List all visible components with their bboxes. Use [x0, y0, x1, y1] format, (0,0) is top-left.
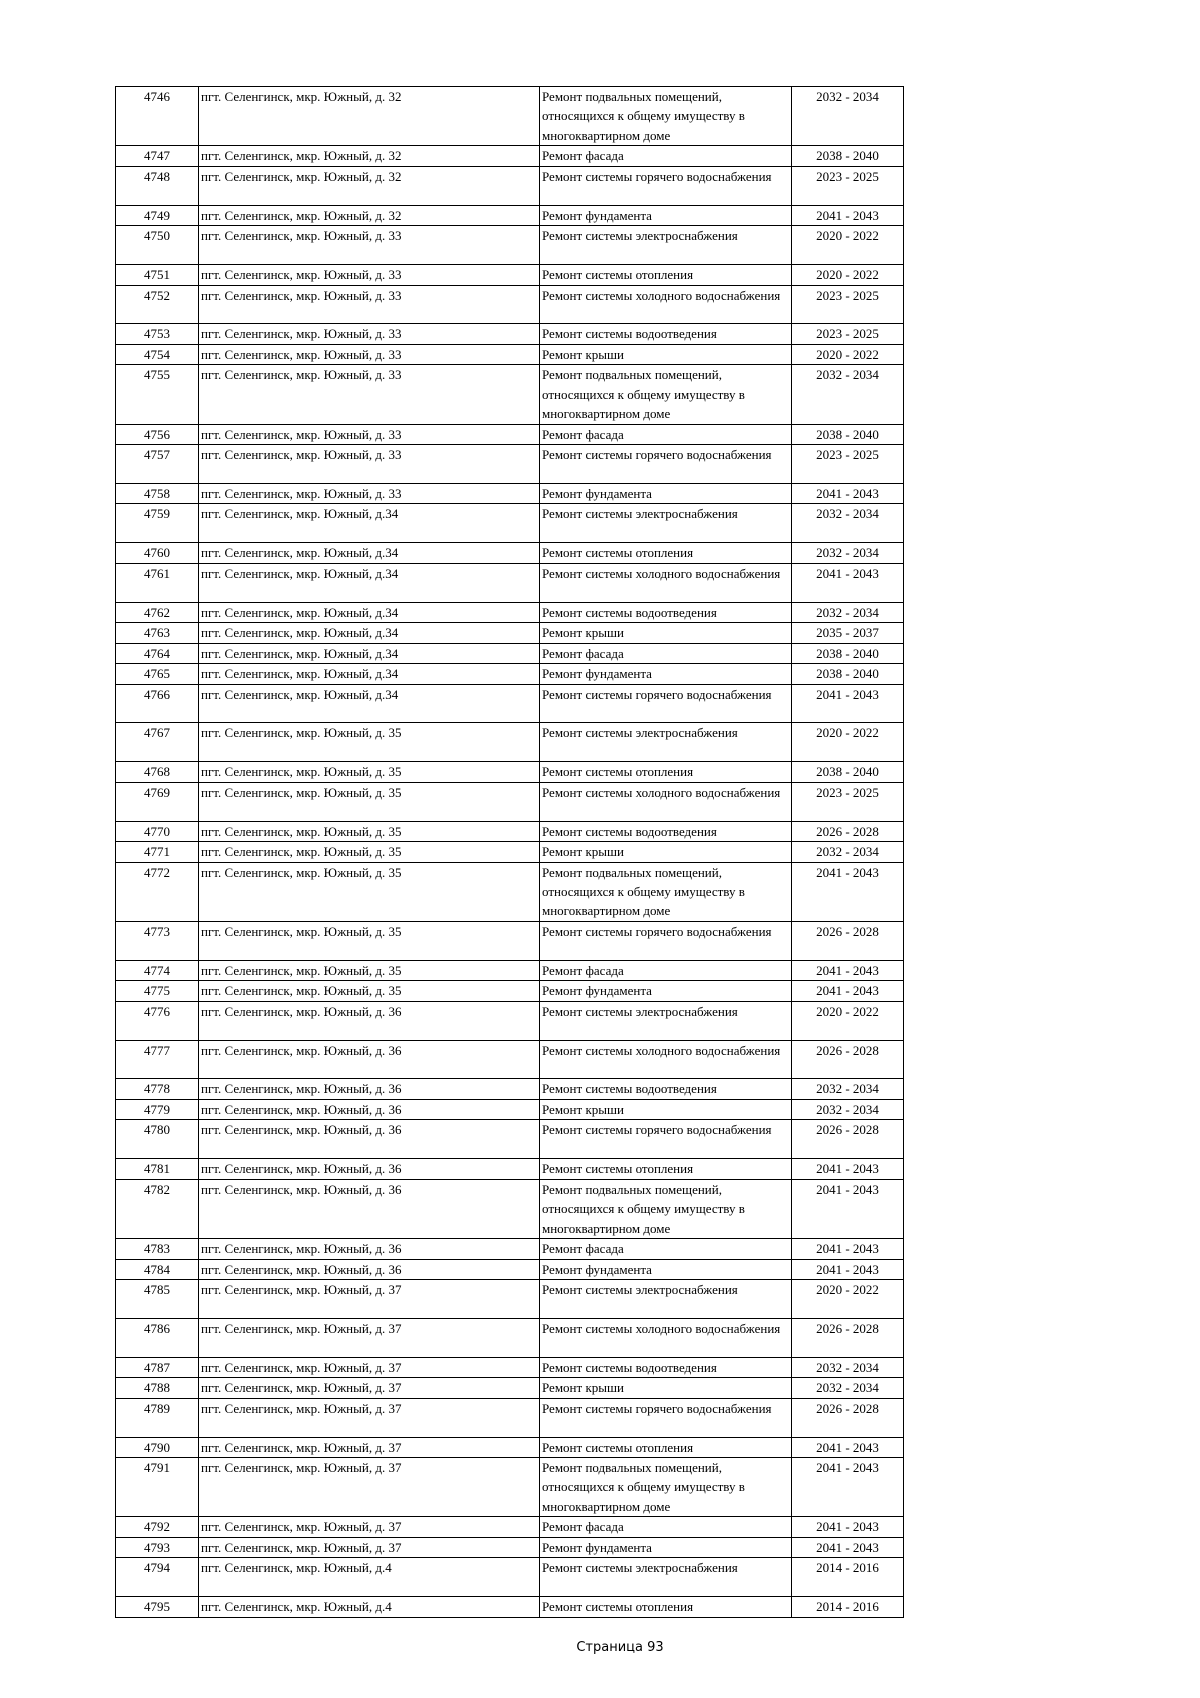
- period-cell: 2041 - 2043: [792, 563, 904, 602]
- address-cell: пгт. Селенгинск, мкр. Южный, д. 36: [199, 1179, 540, 1238]
- period-cell: 2014 - 2016: [792, 1558, 904, 1597]
- table-row: [116, 643, 904, 663]
- work-type-cell: Ремонт фундамента: [540, 1537, 792, 1557]
- period-cell: 2026 - 2028: [792, 1120, 904, 1159]
- address-cell: пгт. Селенгинск, мкр. Южный, д. 35: [199, 960, 540, 980]
- address-cell: пгт. Селенгинск, мкр. Южный, д. 35: [199, 762, 540, 782]
- table-row: [116, 1259, 904, 1279]
- table-row: [116, 1120, 904, 1159]
- work-type-cell: Ремонт подвальных помещений, относящихся к общему имуществу в многоквартирном доме: [540, 1179, 792, 1238]
- period-cell: 2023 - 2025: [792, 445, 904, 484]
- address-cell: пгт. Селенгинск, мкр. Южный, д. 35: [199, 723, 540, 762]
- row-number-cell: 4779: [116, 1099, 199, 1119]
- row-number-cell: 4750: [116, 226, 199, 265]
- address-cell: пгт. Селенгинск, мкр. Южный, д. 32: [199, 87, 540, 146]
- table-row: [116, 1239, 904, 1259]
- work-type-cell: Ремонт фасада: [540, 146, 792, 166]
- period-cell: 2032 - 2034: [792, 1079, 904, 1099]
- row-number-cell: 4772: [116, 862, 199, 921]
- table-row: [116, 285, 904, 324]
- row-number-cell: 4762: [116, 602, 199, 622]
- address-cell: пгт. Селенгинск, мкр. Южный, д. 35: [199, 842, 540, 862]
- row-number-cell: 4786: [116, 1318, 199, 1357]
- address-cell: пгт. Селенгинск, мкр. Южный, д. 32: [199, 146, 540, 166]
- address-cell: пгт. Селенгинск, мкр. Южный, д.34: [199, 643, 540, 663]
- table-row: [116, 842, 904, 862]
- table-row: [116, 623, 904, 643]
- table-row: [116, 1099, 904, 1119]
- table-row: [116, 265, 904, 285]
- address-cell: пгт. Селенгинск, мкр. Южный, д. 33: [199, 265, 540, 285]
- work-type-cell: Ремонт фундамента: [540, 205, 792, 225]
- row-number-cell: 4766: [116, 684, 199, 723]
- table-row: [116, 723, 904, 762]
- work-type-cell: Ремонт фундамента: [540, 981, 792, 1001]
- period-cell: 2041 - 2043: [792, 960, 904, 980]
- work-type-cell: Ремонт системы холодного водоснабжения: [540, 1318, 792, 1357]
- row-number-cell: 4764: [116, 643, 199, 663]
- work-type-cell: Ремонт системы отопления: [540, 1159, 792, 1179]
- row-number-cell: 4760: [116, 543, 199, 563]
- address-cell: пгт. Селенгинск, мкр. Южный, д. 32: [199, 166, 540, 205]
- row-number-cell: 4787: [116, 1357, 199, 1377]
- table-row: [116, 684, 904, 723]
- work-type-cell: Ремонт крыши: [540, 1099, 792, 1119]
- table-row: [116, 1517, 904, 1537]
- table-row: [116, 1437, 904, 1457]
- address-cell: пгт. Селенгинск, мкр. Южный, д. 33: [199, 226, 540, 265]
- work-type-cell: Ремонт фасада: [540, 424, 792, 444]
- row-number-cell: 4758: [116, 484, 199, 504]
- table-row: [116, 960, 904, 980]
- work-type-cell: Ремонт системы отопления: [540, 762, 792, 782]
- period-cell: 2041 - 2043: [792, 1259, 904, 1279]
- work-type-cell: Ремонт системы электроснабжения: [540, 1279, 792, 1318]
- period-cell: 2023 - 2025: [792, 324, 904, 344]
- table-row: [116, 1458, 904, 1517]
- page-number: Страница 93: [576, 1640, 664, 1655]
- table-row: [116, 1558, 904, 1597]
- work-type-cell: Ремонт крыши: [540, 842, 792, 862]
- period-cell: 2020 - 2022: [792, 723, 904, 762]
- row-number-cell: 4773: [116, 921, 199, 960]
- address-cell: пгт. Селенгинск, мкр. Южный, д. 36: [199, 1040, 540, 1079]
- period-cell: 2032 - 2034: [792, 1378, 904, 1398]
- address-cell: пгт. Селенгинск, мкр. Южный, д. 37: [199, 1437, 540, 1457]
- period-cell: 2026 - 2028: [792, 1318, 904, 1357]
- table-row: [116, 1398, 904, 1437]
- table-row: [116, 1159, 904, 1179]
- work-type-cell: Ремонт системы электроснабжения: [540, 504, 792, 543]
- period-cell: 2035 - 2037: [792, 623, 904, 643]
- work-type-cell: Ремонт системы электроснабжения: [540, 1001, 792, 1040]
- work-type-cell: Ремонт системы водоотведения: [540, 602, 792, 622]
- period-cell: 2041 - 2043: [792, 684, 904, 723]
- table-row: [116, 921, 904, 960]
- address-cell: пгт. Селенгинск, мкр. Южный, д.34: [199, 664, 540, 684]
- table-row: [116, 146, 904, 166]
- address-cell: пгт. Селенгинск, мкр. Южный, д. 36: [199, 1259, 540, 1279]
- table-row: [116, 1079, 904, 1099]
- row-number-cell: 4784: [116, 1259, 199, 1279]
- row-number-cell: 4788: [116, 1378, 199, 1398]
- row-number-cell: 4761: [116, 563, 199, 602]
- table-row: [116, 1357, 904, 1377]
- row-number-cell: 4785: [116, 1279, 199, 1318]
- row-number-cell: 4794: [116, 1558, 199, 1597]
- work-type-cell: Ремонт системы электроснабжения: [540, 1558, 792, 1597]
- table-row: [116, 484, 904, 504]
- period-cell: 2026 - 2028: [792, 1398, 904, 1437]
- address-cell: пгт. Селенгинск, мкр. Южный, д. 36: [199, 1001, 540, 1040]
- table-row: [116, 782, 904, 821]
- row-number-cell: 4771: [116, 842, 199, 862]
- row-number-cell: 4767: [116, 723, 199, 762]
- row-number-cell: 4756: [116, 424, 199, 444]
- work-type-cell: Ремонт фасада: [540, 1517, 792, 1537]
- table-row: [116, 344, 904, 364]
- period-cell: 2041 - 2043: [792, 1437, 904, 1457]
- address-cell: пгт. Селенгинск, мкр. Южный, д. 37: [199, 1279, 540, 1318]
- address-cell: пгт. Селенгинск, мкр. Южный, д.34: [199, 543, 540, 563]
- work-type-cell: Ремонт крыши: [540, 623, 792, 643]
- row-number-cell: 4757: [116, 445, 199, 484]
- address-cell: пгт. Селенгинск, мкр. Южный, д. 33: [199, 484, 540, 504]
- work-type-cell: Ремонт подвальных помещений, относящихся к общему имуществу в многоквартирном доме: [540, 1458, 792, 1517]
- row-number-cell: 4780: [116, 1120, 199, 1159]
- period-cell: 2020 - 2022: [792, 265, 904, 285]
- work-type-cell: Ремонт подвальных помещений, относящихся к общему имуществу в многоквартирном доме: [540, 87, 792, 146]
- address-cell: пгт. Селенгинск, мкр. Южный, д. 37: [199, 1378, 540, 1398]
- table-body: [116, 87, 904, 1618]
- row-number-cell: 4748: [116, 166, 199, 205]
- table-row: [116, 762, 904, 782]
- period-cell: 2026 - 2028: [792, 1040, 904, 1079]
- address-cell: пгт. Селенгинск, мкр. Южный, д. 37: [199, 1517, 540, 1537]
- address-cell: пгт. Селенгинск, мкр. Южный, д. 36: [199, 1159, 540, 1179]
- row-number-cell: 4793: [116, 1537, 199, 1557]
- row-number-cell: 4789: [116, 1398, 199, 1437]
- period-cell: 2014 - 2016: [792, 1597, 904, 1617]
- period-cell: 2041 - 2043: [792, 1537, 904, 1557]
- table-row: [116, 862, 904, 921]
- work-type-cell: Ремонт системы холодного водоснабжения: [540, 563, 792, 602]
- period-cell: 2032 - 2034: [792, 1099, 904, 1119]
- work-type-cell: Ремонт фасада: [540, 643, 792, 663]
- period-cell: 2032 - 2034: [792, 87, 904, 146]
- row-number-cell: 4790: [116, 1437, 199, 1457]
- period-cell: 2020 - 2022: [792, 1001, 904, 1040]
- row-number-cell: 4751: [116, 265, 199, 285]
- work-type-cell: Ремонт системы отопления: [540, 265, 792, 285]
- period-cell: 2038 - 2040: [792, 762, 904, 782]
- address-cell: пгт. Селенгинск, мкр. Южный, д. 37: [199, 1357, 540, 1377]
- period-cell: 2032 - 2034: [792, 842, 904, 862]
- address-cell: пгт. Селенгинск, мкр. Южный, д. 35: [199, 981, 540, 1001]
- address-cell: пгт. Селенгинск, мкр. Южный, д. 35: [199, 821, 540, 841]
- period-cell: 2041 - 2043: [792, 484, 904, 504]
- row-number-cell: 4782: [116, 1179, 199, 1238]
- period-cell: 2038 - 2040: [792, 146, 904, 166]
- period-cell: 2041 - 2043: [792, 981, 904, 1001]
- work-type-cell: Ремонт фундамента: [540, 664, 792, 684]
- address-cell: пгт. Селенгинск, мкр. Южный, д. 33: [199, 424, 540, 444]
- row-number-cell: 4746: [116, 87, 199, 146]
- period-cell: 2041 - 2043: [792, 1179, 904, 1238]
- period-cell: 2032 - 2034: [792, 1357, 904, 1377]
- table-row: [116, 1040, 904, 1079]
- period-cell: 2023 - 2025: [792, 166, 904, 205]
- row-number-cell: 4795: [116, 1597, 199, 1617]
- address-cell: пгт. Селенгинск, мкр. Южный, д. 35: [199, 921, 540, 960]
- table-row: [116, 1318, 904, 1357]
- address-cell: пгт. Селенгинск, мкр. Южный, д. 33: [199, 445, 540, 484]
- repair-schedule-table: [115, 86, 904, 1618]
- row-number-cell: 4749: [116, 205, 199, 225]
- address-cell: пгт. Селенгинск, мкр. Южный, д. 36: [199, 1239, 540, 1259]
- work-type-cell: Ремонт системы горячего водоснабжения: [540, 684, 792, 723]
- row-number-cell: 4776: [116, 1001, 199, 1040]
- row-number-cell: 4747: [116, 146, 199, 166]
- address-cell: пгт. Селенгинск, мкр. Южный, д.34: [199, 602, 540, 622]
- work-type-cell: Ремонт системы отопления: [540, 543, 792, 563]
- address-cell: пгт. Селенгинск, мкр. Южный, д. 37: [199, 1318, 540, 1357]
- table-row: [116, 1597, 904, 1617]
- work-type-cell: Ремонт системы горячего водоснабжения: [540, 166, 792, 205]
- address-cell: пгт. Селенгинск, мкр. Южный, д.4: [199, 1597, 540, 1617]
- period-cell: 2038 - 2040: [792, 424, 904, 444]
- address-cell: пгт. Селенгинск, мкр. Южный, д. 37: [199, 1458, 540, 1517]
- work-type-cell: Ремонт системы горячего водоснабжения: [540, 921, 792, 960]
- table-row: [116, 205, 904, 225]
- work-type-cell: Ремонт системы горячего водоснабжения: [540, 1120, 792, 1159]
- period-cell: 2032 - 2034: [792, 504, 904, 543]
- row-number-cell: 4768: [116, 762, 199, 782]
- work-type-cell: Ремонт системы холодного водоснабжения: [540, 1040, 792, 1079]
- table-row: [116, 1179, 904, 1238]
- work-type-cell: Ремонт системы электроснабжения: [540, 723, 792, 762]
- work-type-cell: Ремонт крыши: [540, 344, 792, 364]
- work-type-cell: Ремонт системы холодного водоснабжения: [540, 285, 792, 324]
- table-row: [116, 543, 904, 563]
- address-cell: пгт. Селенгинск, мкр. Южный, д. 33: [199, 324, 540, 344]
- work-type-cell: Ремонт фундамента: [540, 484, 792, 504]
- row-number-cell: 4774: [116, 960, 199, 980]
- row-number-cell: 4777: [116, 1040, 199, 1079]
- address-cell: пгт. Селенгинск, мкр. Южный, д. 36: [199, 1079, 540, 1099]
- row-number-cell: 4792: [116, 1517, 199, 1537]
- period-cell: 2038 - 2040: [792, 643, 904, 663]
- address-cell: пгт. Селенгинск, мкр. Южный, д. 33: [199, 344, 540, 364]
- period-cell: 2032 - 2034: [792, 543, 904, 563]
- address-cell: пгт. Селенгинск, мкр. Южный, д.34: [199, 504, 540, 543]
- row-number-cell: 4752: [116, 285, 199, 324]
- table-row: [116, 664, 904, 684]
- table-row: [116, 324, 904, 344]
- work-type-cell: Ремонт системы горячего водоснабжения: [540, 1398, 792, 1437]
- address-cell: пгт. Селенгинск, мкр. Южный, д. 33: [199, 285, 540, 324]
- address-cell: пгт. Селенгинск, мкр. Южный, д.34: [199, 684, 540, 723]
- period-cell: 2023 - 2025: [792, 285, 904, 324]
- work-type-cell: Ремонт крыши: [540, 1378, 792, 1398]
- table-row: [116, 424, 904, 444]
- table-row: [116, 1001, 904, 1040]
- work-type-cell: Ремонт подвальных помещений, относящихся к общему имуществу в многоквартирном доме: [540, 365, 792, 424]
- work-type-cell: Ремонт подвальных помещений, относящихся к общему имуществу в многоквартирном доме: [540, 862, 792, 921]
- table-row: [116, 226, 904, 265]
- table-row: [116, 1279, 904, 1318]
- period-cell: 2026 - 2028: [792, 921, 904, 960]
- work-type-cell: Ремонт фасада: [540, 960, 792, 980]
- period-cell: 2041 - 2043: [792, 1159, 904, 1179]
- row-number-cell: 4763: [116, 623, 199, 643]
- table-row: [116, 445, 904, 484]
- row-number-cell: 4765: [116, 664, 199, 684]
- table-row: [116, 166, 904, 205]
- row-number-cell: 4783: [116, 1239, 199, 1259]
- period-cell: 2026 - 2028: [792, 821, 904, 841]
- period-cell: 2032 - 2034: [792, 602, 904, 622]
- row-number-cell: 4770: [116, 821, 199, 841]
- table-row: [116, 365, 904, 424]
- period-cell: 2023 - 2025: [792, 782, 904, 821]
- address-cell: пгт. Селенгинск, мкр. Южный, д. 32: [199, 205, 540, 225]
- row-number-cell: 4769: [116, 782, 199, 821]
- row-number-cell: 4759: [116, 504, 199, 543]
- period-cell: 2020 - 2022: [792, 226, 904, 265]
- row-number-cell: 4753: [116, 324, 199, 344]
- row-number-cell: 4778: [116, 1079, 199, 1099]
- period-cell: 2041 - 2043: [792, 205, 904, 225]
- period-cell: 2020 - 2022: [792, 344, 904, 364]
- work-type-cell: Ремонт системы горячего водоснабжения: [540, 445, 792, 484]
- period-cell: 2041 - 2043: [792, 1458, 904, 1517]
- address-cell: пгт. Селенгинск, мкр. Южный, д.4: [199, 1558, 540, 1597]
- address-cell: пгт. Селенгинск, мкр. Южный, д. 36: [199, 1120, 540, 1159]
- address-cell: пгт. Селенгинск, мкр. Южный, д. 35: [199, 862, 540, 921]
- work-type-cell: Ремонт системы холодного водоснабжения: [540, 782, 792, 821]
- work-type-cell: Ремонт системы водоотведения: [540, 324, 792, 344]
- address-cell: пгт. Селенгинск, мкр. Южный, д.34: [199, 563, 540, 602]
- table-row: [116, 504, 904, 543]
- table-row: [116, 821, 904, 841]
- work-type-cell: Ремонт системы водоотведения: [540, 1357, 792, 1377]
- work-type-cell: Ремонт системы водоотведения: [540, 821, 792, 841]
- period-cell: 2041 - 2043: [792, 862, 904, 921]
- period-cell: 2032 - 2034: [792, 365, 904, 424]
- table-row: [116, 1537, 904, 1557]
- row-number-cell: 4775: [116, 981, 199, 1001]
- row-number-cell: 4781: [116, 1159, 199, 1179]
- period-cell: 2020 - 2022: [792, 1279, 904, 1318]
- work-type-cell: Ремонт системы водоотведения: [540, 1079, 792, 1099]
- period-cell: 2041 - 2043: [792, 1517, 904, 1537]
- address-cell: пгт. Селенгинск, мкр. Южный, д. 33: [199, 365, 540, 424]
- row-number-cell: 4791: [116, 1458, 199, 1517]
- address-cell: пгт. Селенгинск, мкр. Южный, д. 37: [199, 1537, 540, 1557]
- period-cell: 2041 - 2043: [792, 1239, 904, 1259]
- row-number-cell: 4754: [116, 344, 199, 364]
- period-cell: 2038 - 2040: [792, 664, 904, 684]
- work-type-cell: Ремонт фасада: [540, 1239, 792, 1259]
- table-row: [116, 87, 904, 146]
- work-type-cell: Ремонт системы электроснабжения: [540, 226, 792, 265]
- table-row: [116, 563, 904, 602]
- address-cell: пгт. Селенгинск, мкр. Южный, д. 36: [199, 1099, 540, 1119]
- table-row: [116, 981, 904, 1001]
- address-cell: пгт. Селенгинск, мкр. Южный, д. 35: [199, 782, 540, 821]
- work-type-cell: Ремонт системы отопления: [540, 1437, 792, 1457]
- table-row: [116, 602, 904, 622]
- work-type-cell: Ремонт фундамента: [540, 1259, 792, 1279]
- work-type-cell: Ремонт системы отопления: [540, 1597, 792, 1617]
- row-number-cell: 4755: [116, 365, 199, 424]
- address-cell: пгт. Селенгинск, мкр. Южный, д.34: [199, 623, 540, 643]
- table-row: [116, 1378, 904, 1398]
- address-cell: пгт. Селенгинск, мкр. Южный, д. 37: [199, 1398, 540, 1437]
